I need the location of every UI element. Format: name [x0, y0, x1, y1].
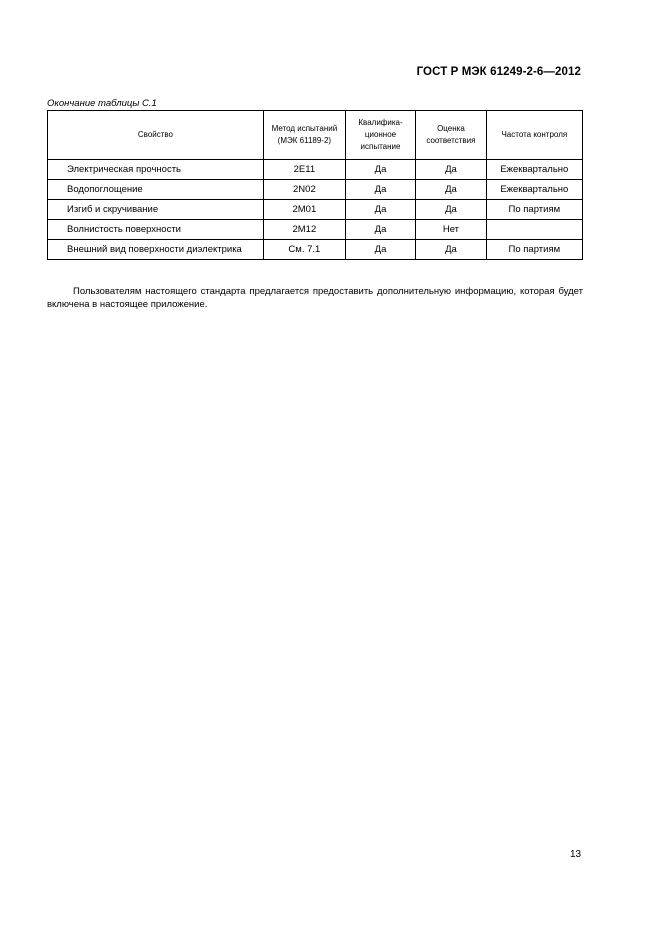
- cell-property: Изгиб и скручивание: [48, 200, 264, 220]
- cell-qualification: Да: [345, 160, 415, 180]
- table-row: [48, 240, 583, 260]
- cell-test-method: 2E11: [263, 160, 345, 180]
- column-header-test-method: Метод испытаний (МЭК 61189-2): [263, 111, 345, 160]
- cell-frequency: [486, 220, 582, 240]
- properties-table: [47, 110, 583, 260]
- cell-qualification: Да: [345, 180, 415, 200]
- column-header-qualification: Квалифика- ционное испытание: [345, 111, 415, 160]
- table-caption: Окончание таблицы С.1: [47, 98, 157, 109]
- cell-frequency: По партиям: [486, 240, 582, 260]
- cell-conformance: Да: [416, 200, 486, 220]
- cell-frequency: Ежеквартально: [486, 160, 582, 180]
- table-row: [48, 220, 583, 240]
- cell-qualification: Да: [345, 220, 415, 240]
- cell-qualification: Да: [345, 240, 415, 260]
- cell-test-method: 2M01: [263, 200, 345, 220]
- table-header-row: [48, 111, 583, 160]
- document-header-code: ГОСТ Р МЭК 61249-2-6—2012: [416, 66, 581, 78]
- cell-conformance: Да: [416, 240, 486, 260]
- cell-test-method: 2N02: [263, 180, 345, 200]
- cell-property: Водопоглощение: [48, 180, 264, 200]
- cell-conformance: Да: [416, 160, 486, 180]
- cell-property: Электрическая прочность: [48, 160, 264, 180]
- cell-frequency: Ежеквартально: [486, 180, 582, 200]
- table-row: [48, 200, 583, 220]
- appendix-note-paragraph: Пользователям настоящего стандарта предлагается предоставить дополнительную информацию, которая будет включена в настоящее приложение.: [47, 285, 583, 310]
- cell-conformance: Нет: [416, 220, 486, 240]
- table-row: [48, 160, 583, 180]
- cell-property: Волнистость поверхности: [48, 220, 264, 240]
- cell-test-method: 2M12: [263, 220, 345, 240]
- column-header-conformance: Оценка соответствия: [416, 111, 486, 160]
- page-number: 13: [570, 849, 582, 860]
- cell-conformance: Да: [416, 180, 486, 200]
- table-row: [48, 180, 583, 200]
- column-header-property: Свойство: [48, 111, 264, 160]
- cell-frequency: По партиям: [486, 200, 582, 220]
- column-header-frequency: Частота контроля: [486, 111, 582, 160]
- cell-qualification: Да: [345, 200, 415, 220]
- cell-test-method: См. 7.1: [263, 240, 345, 260]
- cell-property: Внешний вид поверхности диэлектрика: [48, 240, 264, 260]
